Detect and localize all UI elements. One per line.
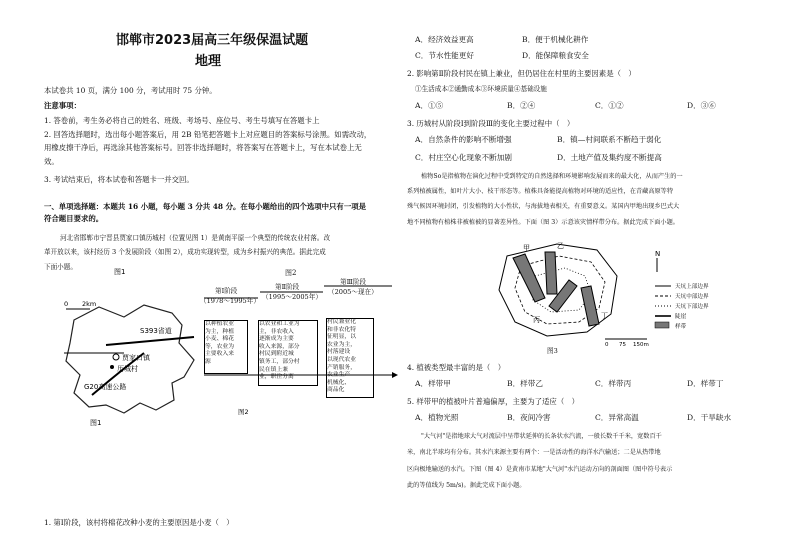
passage2-line: 植物So是指植物在演化过程中受到特定的自然选择和环境影响发展而来的最大化，从而产生的一 (421, 173, 683, 180)
note-line: 1. 答卷前，考生务必将自己的姓名、班级、考场号、座位号、考生号填写在答题卡上 (44, 116, 320, 125)
q2-option-b: B．②④ (507, 101, 536, 110)
q1-option-c: C．节水性能更好 (415, 51, 474, 60)
question-1: 1. 第Ⅰ阶段，该村将棉花改种小麦的主要原因是小麦（ ） (44, 518, 234, 527)
q3-option-b: B．镇—村间联系不断趋于弱化 (557, 135, 662, 144)
stage-2-text: 主，非农收入 (259, 328, 294, 335)
scale-label: 75 (619, 342, 626, 348)
fig3-caption: 图3 (547, 347, 558, 355)
stage-2-text: 业，职住分离 (259, 374, 294, 381)
belt-label: 甲 (523, 244, 530, 252)
q4-option-d: D．样带丁 (687, 379, 724, 388)
fig1-road2: G20高速公路 (84, 383, 127, 391)
q4-option-c: C．样带丙 (595, 379, 632, 388)
stage-3-name: 第Ⅲ阶段 (340, 278, 367, 286)
legend-belt: 样带 (675, 324, 687, 330)
passage2-line: 殊气候因环境封闭，引发植物的大小性状，与海拔地表相关，有重要意义。某国内甲地出现乡巴式大 (407, 203, 680, 210)
passage3-line: 此的等值线为 5m/s)。据此完成下面小题。 (407, 482, 526, 489)
fig1-caption: 图1 (90, 419, 102, 427)
belt-yi (545, 252, 557, 294)
q1-option-d: D．能保障粮食安全 (522, 51, 589, 60)
q4-option-b: B．样带乙 (507, 379, 543, 388)
q2-option-c: C．①② (595, 101, 624, 110)
stage-2-text: 逐渐成为主要 (259, 336, 294, 343)
q2-option-d: D．③⑥ (687, 101, 716, 110)
section-heading: 符合题目要求的。 (44, 214, 104, 223)
town-marker (113, 354, 119, 360)
fig1-road1: S393省道 (140, 327, 172, 335)
stage-3-text: 机械化、 (327, 379, 351, 386)
passage3-line: 米，南北半球均有分布。其水汽来源主要有两个：一是活动性的海洋水汽输送；二是从热带地 (407, 449, 661, 456)
note-line: 效。 (44, 157, 59, 166)
stage-2-text: 民在镇上兼 (259, 366, 288, 373)
stage-1-text: 等，农业为 (205, 343, 234, 350)
belt-label: 丙 (533, 316, 540, 324)
passage2-line: 地不同植物有植株非被植被的显著差异性。下面（图 3）示意该灾情样带分布。据此完成下面小题。 (407, 219, 679, 226)
intro-line: 下面小题。 (44, 263, 77, 271)
intro-line: 革开放以来，该村经历 3 个发展阶段（如图 2），成功实现转型，成为乡村振兴的典范。据此完成 (44, 248, 326, 256)
stage-1-text: 以种植农业 (205, 321, 234, 327)
stage-2-name: 第Ⅱ阶段 (275, 283, 300, 291)
fig1-scale: 2km (82, 300, 97, 308)
subject-title: 地理 (195, 54, 222, 69)
stage-3-text: 产销服务， (327, 364, 356, 371)
intro-line: 河北省邯郸市宁晋县贾家口镇历城村（位置见图 1）是黄南平原一个典型的传统农业村落。改 (60, 234, 331, 242)
q3-option-d: D．土地产值及集约度不断提高 (557, 153, 662, 162)
q5-option-d: D．干旱缺水 (687, 413, 732, 422)
stage-1-name: 第Ⅰ阶段 (215, 287, 238, 295)
stage-2-text: 收入来源，部分 (259, 343, 300, 350)
fig2-caption: 图2 (238, 408, 249, 416)
stage-1-years: （1978～1995年） (200, 297, 260, 305)
q3-option-a: A．自然条件的影响不断增强 (415, 135, 512, 144)
stage-1-box (204, 320, 248, 374)
note-line: 3. 考试结束后，将本试卷和答题卡一并交回。 (44, 175, 194, 184)
north-label: N (655, 250, 661, 258)
stage-3-text: 村民兼业化 (327, 319, 356, 325)
stage-3-text: 征明显，以 (327, 334, 356, 341)
section-heading: 一、单项选择题：本题共 16 小题，每小题 3 分共 48 分。在每小题给出的四个选项中只有一项是 (44, 202, 366, 211)
stage-1-text: 为主，种植 (205, 328, 234, 335)
stage-1-text: 源 (205, 358, 211, 365)
question-5: 5. 样带甲的植被叶片普遍偏厚，主要为了适应（ ） (407, 397, 579, 406)
stage-3-text: 商品化 (327, 387, 345, 394)
fig1-town: 贾家口镇 (122, 354, 150, 362)
q1-option-a: A．经济效益更高 (415, 35, 474, 44)
note-line: 用橡皮擦干净后，再选涂其他答案标号。回答非选择题时，将答案写在答题卡上，写在本试卷上无 (44, 143, 362, 152)
fig1-scale-zero: 0 (64, 300, 69, 308)
belt-label: 乙 (557, 242, 564, 250)
fig1-village: 历城村 (117, 365, 138, 373)
village-marker (110, 365, 114, 369)
legend-upper: 天坑上部边界 (675, 284, 709, 290)
stage-3-text: 农业为主， (327, 341, 356, 348)
figure-3-map (487, 236, 727, 356)
belt-ding (581, 286, 599, 326)
question-3: 3. 历城村从阶段Ⅰ到阶段Ⅲ的变化主要过程中（ ） (407, 119, 575, 128)
stage-2-text: 镇务工，部分村 (259, 358, 300, 365)
notes-heading: 注意事项： (44, 101, 81, 110)
legend-lower: 天坑下部边界 (675, 304, 709, 310)
passage2-line: 系列植被属性，如叶片大小、枝干形态等。植株具备能提高植物对环境的适应性，在青藏高原等特 (407, 188, 674, 195)
stage-3-text: 以现代农业 (327, 356, 356, 363)
fig2-label: 图2 (285, 269, 297, 277)
stage-1-text: 小麦、棉花 (205, 336, 234, 343)
q2-factors: ①生活成本②通勤成本③环境质量④基础设施 (415, 85, 547, 93)
q4-option-a: A．样带甲 (415, 379, 451, 388)
note-line: 2. 回答选择题时，选出每小题答案后，用 2B 铅笔把答题卡上对应题目的答案标号涂黑。如需改动， (44, 130, 372, 139)
question-4: 4. 植被类型最丰富的是（ ） (407, 363, 506, 372)
fig1-label: 图1 (114, 268, 126, 276)
stage-3-years: （2005～现在） (328, 288, 378, 296)
stage-3-text: 和非农化特 (327, 326, 356, 333)
scale-label: 150m (633, 342, 649, 348)
stage-3-box (326, 318, 374, 398)
q2-option-a: A．①⑤ (415, 101, 444, 110)
question-2: 2. 影响第Ⅱ阶段村民在镇上兼业，但仍居住在村里的主要因素是（ ） (407, 69, 636, 78)
passage3-line: "大气河"是指地球大气对流层中呈带状延伸的长条状水汽流，一般长数千千米，宽数百千 (421, 433, 662, 440)
stage-3-text: 村落建设 (327, 349, 351, 356)
exam-meta: 本试卷共 10 页，满分 100 分，考试用时 75 分钟。 (44, 86, 217, 95)
q5-option-b: B．夜间冷害 (507, 413, 551, 422)
q3-option-c: C．村庄空心化现象不断加剧 (415, 153, 512, 162)
stage-2-years: （1995～2005年） (262, 293, 322, 301)
s393-road (106, 337, 194, 345)
stage-2-text: 村民到附近城 (259, 351, 294, 358)
q5-option-c: C．异常高温 (595, 413, 639, 422)
stage-2-text: 以农业和工业为 (259, 321, 300, 327)
legend-cliff: 陡崖 (675, 314, 687, 320)
q5-option-a: A．植物光照 (415, 413, 459, 422)
scale-label: 0 (605, 342, 609, 348)
belt-label: 丁 (601, 312, 608, 320)
figure-1-map (44, 265, 204, 430)
stage-1-text: 主要收入来 (205, 351, 234, 358)
stage-2-box (258, 320, 318, 386)
legend-middle: 天坑中部边界 (675, 294, 709, 300)
q1-option-b: B．便于机械化耕作 (522, 35, 589, 44)
passage3-line: 区向极地输送的水汽。下图（图 4）是黄南市某地"大气河"水汽运动方向的剖面图（图中符号表示 (407, 466, 673, 473)
stage-3-text: 农业生产 (327, 372, 351, 379)
exam-title: 邯郸市2023届高三年级保温试题 (116, 33, 309, 48)
